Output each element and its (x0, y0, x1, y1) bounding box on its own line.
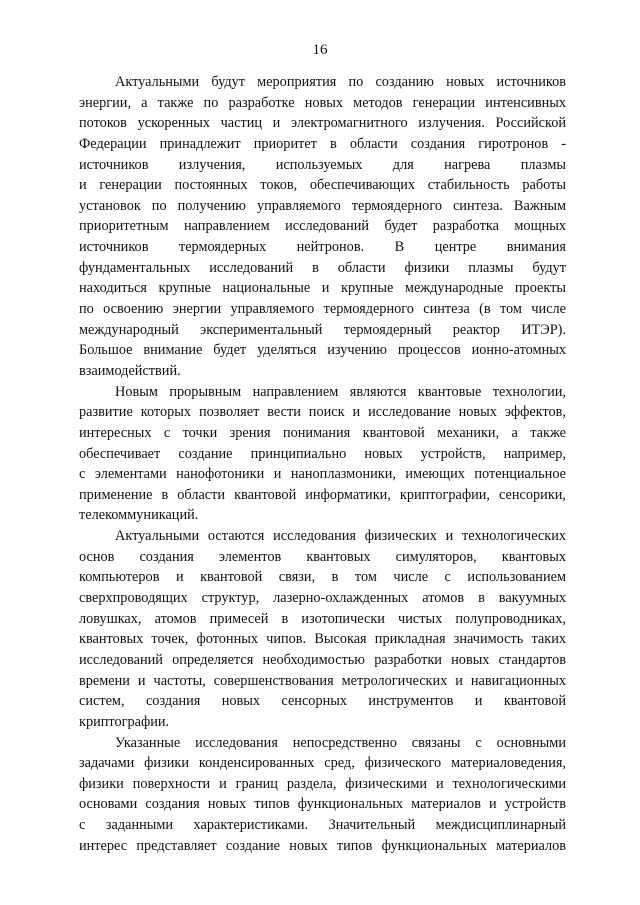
text-line: систем, создания новых сенсорных инструментов и квантовой (79, 693, 566, 710)
text-line: Новым прорывным направлением являются квантовые технологии, (115, 383, 566, 400)
text-line: телекоммуникаций. (79, 507, 199, 524)
text-line: Указанные исследования непосредственно связаны с основными (115, 734, 566, 751)
text-line: физики поверхности и границ раздела, физическими и технологическими (79, 775, 566, 792)
text-line: Большое внимание будет уделяться изучению процессов ионно-атомных (79, 342, 566, 359)
text-line: потоков ускоренных частиц и электромагнитного излучения. Российской (79, 115, 566, 132)
text-line: основами создания новых типов функциональных материалов и устройств (79, 796, 566, 813)
text-line: Федерации принадлежит приоритет в области создания гиротронов - (79, 135, 566, 152)
text-line: установок по получению управляемого термоядерного синтеза. Важным (79, 197, 566, 214)
paragraph (79, 72, 566, 382)
text-line: исследований определяется необходимостью разработки новых стандартов (79, 651, 566, 668)
paragraph (79, 526, 566, 732)
text-line: сверхпроводящих структур, лазерно-охлажденных атомов в вакуумных (79, 590, 566, 607)
text-line: международный экспериментальный термоядерный реактор ИТЭР). (79, 321, 566, 338)
text-line: источников излучения, используемых для нагрева плазмы (79, 156, 566, 173)
text-line: ловушках, атомов примесей в изотопически чистых полупроводниках, (79, 610, 566, 627)
text-line: применение в области квантовой информатики, криптографии, сенсорики, (79, 486, 566, 503)
text-line: приоритетным направлением исследований будет разработка мощных (79, 218, 566, 235)
text-line: квантовых точек, фотонных чипов. Высокая прикладная значимость таких (79, 631, 566, 648)
text-line: и генерации постоянных токов, обеспечивающих стабильность работы (79, 177, 566, 194)
page-number: 16 (312, 42, 328, 58)
text-line: компьютеров и квантовой связи, в том числе с использованием (79, 569, 566, 586)
text-line: задачами физики конденсированных сред, физического материаловедения, (79, 755, 566, 772)
text-line: основ создания элементов квантовых симуляторов, квантовых (79, 548, 566, 565)
text-line: энергии, а также по разработке новых методов генерации интенсивных (79, 94, 566, 111)
text-line: источников термоядерных нейтронов. В центре внимания (79, 239, 566, 256)
text-line: криптографии. (79, 713, 170, 730)
text-line: интересных с точки зрения понимания квантовой механики, а также (79, 424, 566, 441)
text-line: по освоению энергии управляемого термоядерного синтеза (в том числе (79, 301, 566, 318)
text-line: времени и частоты, совершенствования метрологических и навигационных (79, 672, 566, 689)
body-text (79, 72, 566, 856)
paragraph (79, 382, 566, 526)
text-line: находиться крупные национальные и крупные международные проекты (79, 280, 566, 297)
text-line: фундаментальных исследований в области физики плазмы будут (79, 259, 566, 276)
text-line: с заданными характеристиками. Значительный междисциплинарный (79, 817, 566, 834)
text-line: взаимодействий. (79, 362, 181, 379)
text-line: развитие которых позволяет вести поиск и исследование новых эффектов, (79, 404, 566, 421)
text-line: с элементами нанофотоники и наноплазмоники, имеющих потенциальное (79, 466, 566, 483)
text-line: обеспечивает создание принципиально новых устройств, например, (79, 445, 566, 462)
paragraph (79, 733, 566, 857)
text-line: Актуальными остаются исследования физических и технологических (115, 528, 566, 545)
text-line: Актуальными будут мероприятия по созданию новых источников (115, 74, 566, 90)
text-line: интерес представляет создание новых типов функциональных материалов (79, 837, 566, 854)
